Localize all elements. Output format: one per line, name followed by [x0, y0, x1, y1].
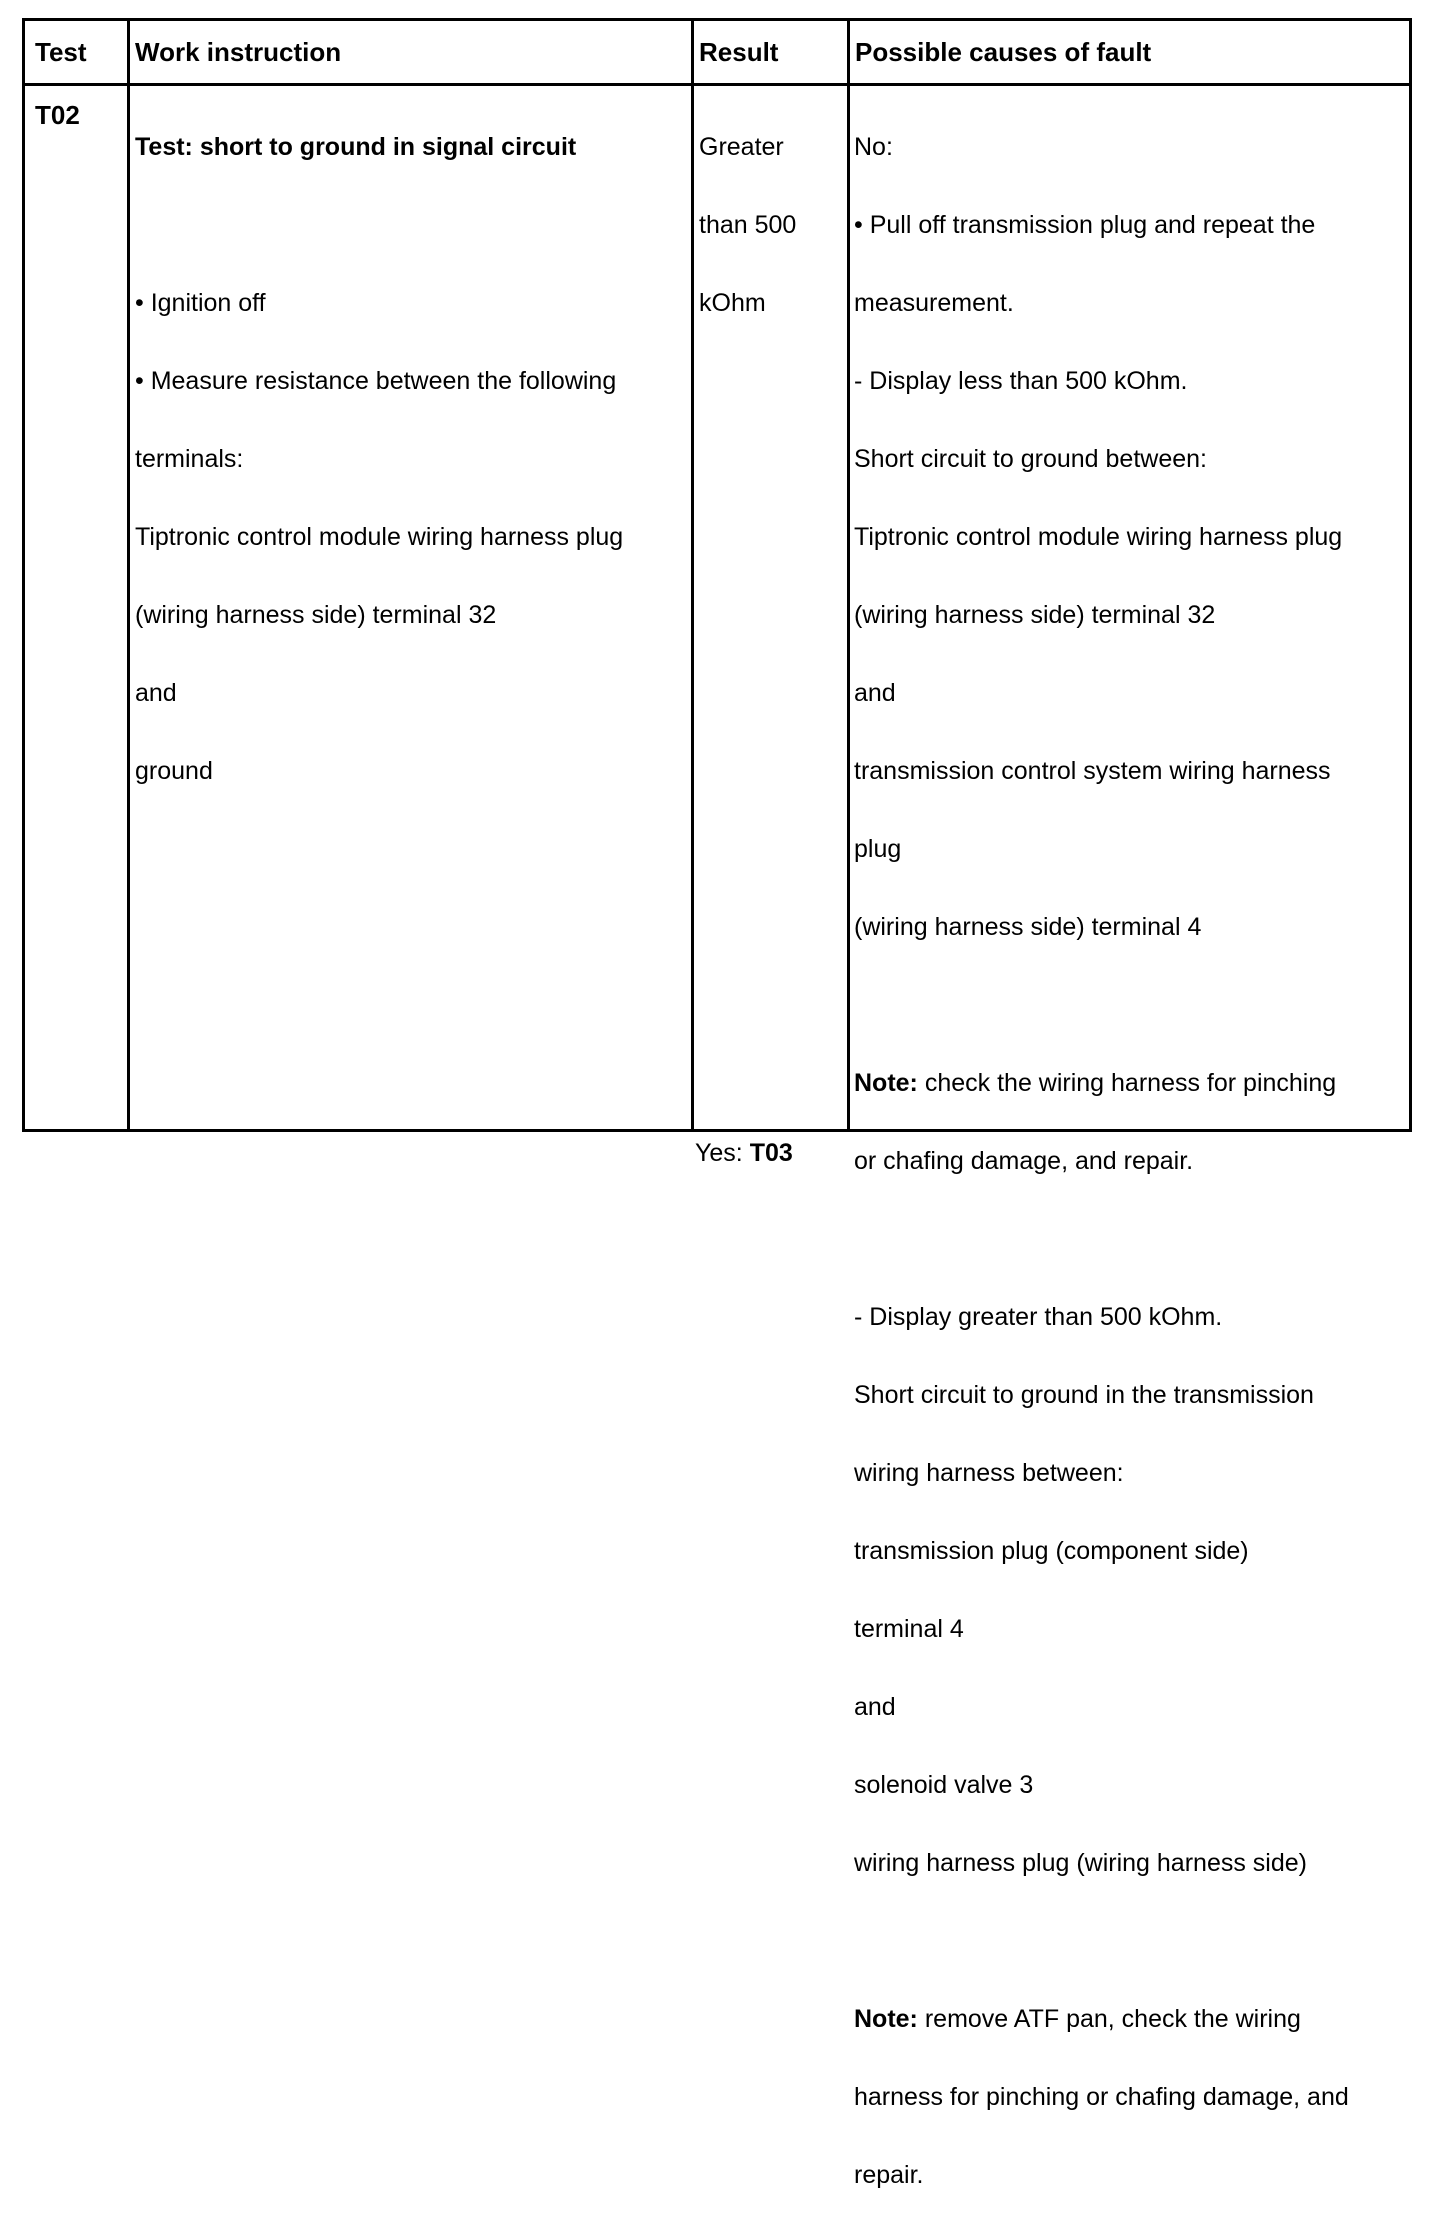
- result-yes-label: Yes:: [695, 1139, 750, 1167]
- header-possible-causes: Possible causes of fault: [855, 37, 1152, 67]
- result-line: kOhm: [699, 289, 766, 317]
- note-2: [854, 2000, 1409, 2039]
- cause-line: wiring harness between:: [854, 1459, 1124, 1487]
- blank-line: [854, 1922, 1409, 1961]
- cause-line: and: [854, 679, 896, 707]
- result-line: than 500: [699, 211, 797, 239]
- cause-line: • Pull off transmission plug and repeat the: [854, 211, 1316, 239]
- cause-line: - Display greater than 500 kOhm.: [854, 1303, 1223, 1331]
- cause-line: (wiring harness side) terminal 4: [854, 913, 1202, 941]
- cause-line: transmission plug (component side): [854, 1537, 1249, 1565]
- cause-line: harness for pinching or chafing damage, and: [854, 2083, 1349, 2111]
- header-work-instruction: Work instruction: [135, 37, 342, 67]
- work-bullet-ignition: • Ignition off: [135, 289, 266, 317]
- blank-line: [854, 1220, 1409, 1259]
- cause-line: terminal 4: [854, 1615, 964, 1643]
- result-yes: [695, 1095, 845, 1173]
- cause-line: Short circuit to ground in the transmission: [854, 1381, 1314, 1409]
- cause-line: solenoid valve 3: [854, 1771, 1034, 1799]
- cause-line: - Display less than 500 kOhm.: [854, 367, 1188, 395]
- cause-line: (wiring harness side) terminal 32: [854, 601, 1216, 629]
- note-1-text: check the wiring harness for pinching: [917, 1069, 1337, 1097]
- result-cell: [699, 89, 845, 362]
- work-line: terminals:: [135, 445, 244, 473]
- note-2-text: remove ATF pan, check the wiring: [917, 2005, 1301, 2033]
- work-instruction-cell: [135, 89, 687, 830]
- column-divider: [847, 21, 850, 1129]
- cause-line: plug: [854, 835, 902, 863]
- test-id: T02: [35, 100, 80, 130]
- note-2-label: Note:: [854, 2005, 918, 2033]
- blank-line: [854, 986, 1409, 1025]
- cause-line: or chafing damage, and repair.: [854, 1147, 1194, 1175]
- work-line: Tiptronic control module wiring harness plug: [135, 523, 624, 551]
- cause-line: and: [854, 1693, 896, 1721]
- result-line: Greater: [699, 133, 784, 161]
- header-test: Test: [35, 37, 87, 67]
- note-1-label: Note:: [854, 1069, 918, 1097]
- cause-line: transmission control system wiring harness: [854, 757, 1331, 785]
- result-yes-target: T03: [749, 1139, 793, 1167]
- work-line: ground: [135, 757, 213, 785]
- header-divider: [25, 83, 1409, 86]
- header-result: Result: [699, 37, 779, 67]
- cause-line: Short circuit to ground between:: [854, 445, 1207, 473]
- blank-line: [135, 206, 687, 245]
- diagnostic-table: [22, 18, 1412, 2189]
- cause-line: wiring harness plug (wiring harness side): [854, 1849, 1307, 1877]
- cause-line: Tiptronic control module wiring harness plug: [854, 523, 1343, 551]
- work-line: (wiring harness side) terminal 32: [135, 601, 497, 629]
- column-divider: [127, 21, 130, 1129]
- cause-line: No:: [854, 133, 893, 161]
- cause-line: repair.: [854, 2161, 924, 2189]
- cause-line: measurement.: [854, 289, 1014, 317]
- column-divider: [691, 21, 694, 1129]
- note-1: [854, 1064, 1409, 1103]
- work-bullet-measure: • Measure resistance between the following: [135, 367, 617, 395]
- work-title: Test: short to ground in signal circuit: [135, 133, 577, 161]
- work-line: and: [135, 679, 177, 707]
